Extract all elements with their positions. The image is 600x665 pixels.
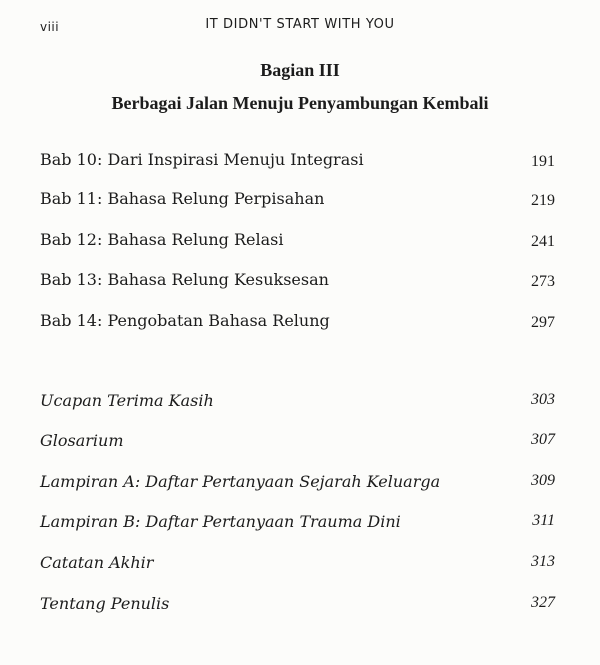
toc-entry-page: 241 xyxy=(531,233,555,250)
toc-entry-page: 273 xyxy=(531,273,555,290)
toc-entry-page: 311 xyxy=(532,512,555,529)
part-title: Berbagai Jalan Menuju Penyambungan Kembali xyxy=(111,93,489,113)
toc-entry-endnotes[interactable] xyxy=(40,553,555,579)
toc-entry-title: Bab 10: Dari Inspirasi Menuju Integrasi xyxy=(40,150,364,169)
toc-entry-title: Lampiran A: Daftar Pertanyaan Sejarah Keluarga xyxy=(40,472,441,491)
toc-entry-acknowledgements[interactable] xyxy=(40,391,555,417)
toc-entry-title: Bab 13: Bahasa Relung Kesuksesan xyxy=(40,270,329,289)
toc-entry-title: Glosarium xyxy=(40,431,124,450)
toc-entry-appendix-a[interactable] xyxy=(40,472,555,498)
toc-entry-page: 303 xyxy=(531,391,555,408)
toc-entry-page: 313 xyxy=(531,553,555,570)
toc-entry-chapter-14[interactable] xyxy=(40,311,555,337)
page-number: viii xyxy=(40,20,60,34)
toc-entry-title: Tentang Penulis xyxy=(40,594,170,613)
toc-entry-glossary[interactable] xyxy=(40,431,555,457)
toc-entry-title: Bab 12: Bahasa Relung Relasi xyxy=(40,230,284,249)
toc-entry-page: 307 xyxy=(531,431,555,448)
toc-entry-page: 327 xyxy=(531,594,555,611)
part-label: Bagian III xyxy=(260,60,340,80)
toc-entry-appendix-b[interactable] xyxy=(40,512,555,538)
toc-entry-title: Bab 11: Bahasa Relung Perpisahan xyxy=(40,189,325,208)
toc-entry-title: Catatan Akhir xyxy=(40,553,154,572)
toc-entry-chapter-13[interactable] xyxy=(40,270,555,296)
toc-entry-chapter-11[interactable] xyxy=(40,189,555,215)
toc-entry-chapter-10[interactable] xyxy=(40,150,555,176)
running-head-title: IT DIDN'T START WITH YOU xyxy=(205,17,395,32)
toc-entry-chapter-12[interactable] xyxy=(40,230,555,256)
toc-entry-page: 309 xyxy=(531,472,555,489)
toc-entry-title: Lampiran B: Daftar Pertanyaan Trauma Dini xyxy=(40,512,401,531)
toc-entry-title: Bab 14: Pengobatan Bahasa Relung xyxy=(40,311,330,330)
toc-entry-page: 297 xyxy=(531,314,555,331)
toc-entry-page: 191 xyxy=(531,153,555,170)
toc-entry-about-author[interactable] xyxy=(40,594,555,620)
toc-entry-title: Ucapan Terima Kasih xyxy=(40,391,214,410)
toc-entry-page: 219 xyxy=(531,192,555,209)
